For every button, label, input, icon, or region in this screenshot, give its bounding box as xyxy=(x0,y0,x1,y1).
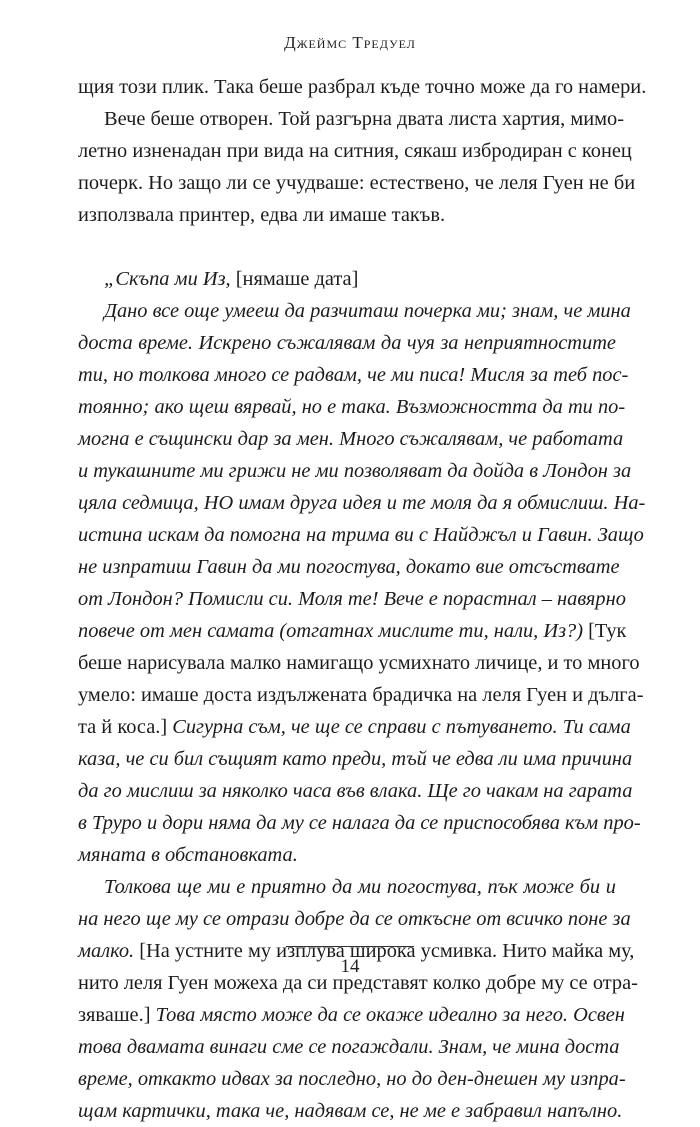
letter-line: могна е същински дар за мен. Много съжалявам, че работата xyxy=(78,428,624,450)
narration-line: умело: имаше доста издължената брадичка на леля Гуен и дълга- xyxy=(78,684,644,706)
letter-line: каза, че си бил същият като преди, тъй че едва ли има причина xyxy=(78,748,633,770)
letter-line: от Лондон? Помисли си. Моля те! Вече е порастнал – навярно xyxy=(78,588,626,610)
text-line: летно изненадан при вида на ситния, сякаш избродиран с конец xyxy=(78,140,632,162)
narration-line: нито леля Гуен можеха да си представят колко добре му се отра- xyxy=(78,972,638,994)
narration-text: [На устните му изплува широка усмивка. Нито майка му, xyxy=(134,940,635,962)
running-head: Джеймс Тредуел xyxy=(284,33,416,52)
letter-line: не изпратиш Гавин да ми погостува, докато вие отсъствате xyxy=(78,556,620,578)
narration-text: зяваше.] xyxy=(78,1004,151,1026)
letter-line: ти, но толкова много се радвам, че ми писа! Мисля за теб пос- xyxy=(78,364,629,386)
narration-text: та й коса.] xyxy=(78,716,168,738)
letter-line: Дано все още умееш да разчиташ почерка ми; знам, че мина xyxy=(104,300,631,322)
letter-text: повече от мен самата (отгатнах мислите ти, нали, Из?) xyxy=(78,620,584,642)
letter-line-mixed xyxy=(78,711,631,743)
letter-line-mixed xyxy=(78,615,627,647)
letter-line: Толкова ще ми е приятно да ми погостува, пък може би и xyxy=(104,876,616,898)
narration-text: [Тук xyxy=(583,620,627,642)
paragraph-gap xyxy=(78,231,616,263)
footer-rule xyxy=(286,946,414,947)
letter-line-mixed xyxy=(78,999,625,1031)
text-line: почерк. Но защо ли се учудваше: естествено, че леля Гуен не би xyxy=(78,172,636,194)
page-number: 14 xyxy=(340,956,360,977)
text-line: щия този плик. Така беше разбрал къде точно може да го намери. xyxy=(78,76,647,98)
letter-line: това двамата винаги сме се погаждали. Знам, че мина доста xyxy=(78,1036,620,1058)
letter-text: малко. xyxy=(78,940,135,962)
letter-line: на него ще му се отрази добре да се откъсне от всичко поне за xyxy=(78,908,631,930)
letter-line: мяната в обстановката. xyxy=(78,844,298,866)
letter-line: цяла седмица, НО имам друга идея и те моля да я обмислиш. На- xyxy=(78,492,646,514)
salutation-note: [нямаше дата] xyxy=(230,268,359,290)
letter-line: в Труро и дори няма да му се налага да се приспособява към про- xyxy=(78,812,641,834)
narration-line: беше нарисувала малко намигащо усмихнато личице, и то много xyxy=(78,652,640,674)
letter-line: и тукашните ми грижи не ми позволяват да дойда в Лондон за xyxy=(78,460,632,482)
letter-line: истина искам да помогна на трима ви с Найджъл и Гавин. Защо xyxy=(78,524,644,546)
letter-line: да го мислиш за няколко часа във влака. Ще го чакам на гарата xyxy=(78,780,633,802)
letter-line: щам картички, така че, надявам се, не ме е забравил напълно. xyxy=(78,1100,623,1122)
text-line: Вече беше отворен. Той разгърна двата листа хартия, мимо- xyxy=(104,108,625,130)
letter-line: време, откакто идвах за последно, но до ден-днешен му изпра- xyxy=(78,1068,626,1090)
letter-salutation xyxy=(78,263,616,295)
letter-text: Това място може да се окаже идеално за него. Освен xyxy=(150,1004,625,1026)
letter-line: тоянно; ако щеш вярвай, но е така. Възможността да ти по- xyxy=(78,396,626,418)
letter-text: Сигурна съм, че ще се справи с пътуването. Ти сама xyxy=(167,716,631,738)
text-line: използвала принтер, едва ли имаше такъв. xyxy=(78,204,446,226)
salutation-text: „Скъпа ми Из, xyxy=(104,268,231,290)
letter-line: доста време. Искрено съжалявам да чуя за неприятностите xyxy=(78,332,616,354)
